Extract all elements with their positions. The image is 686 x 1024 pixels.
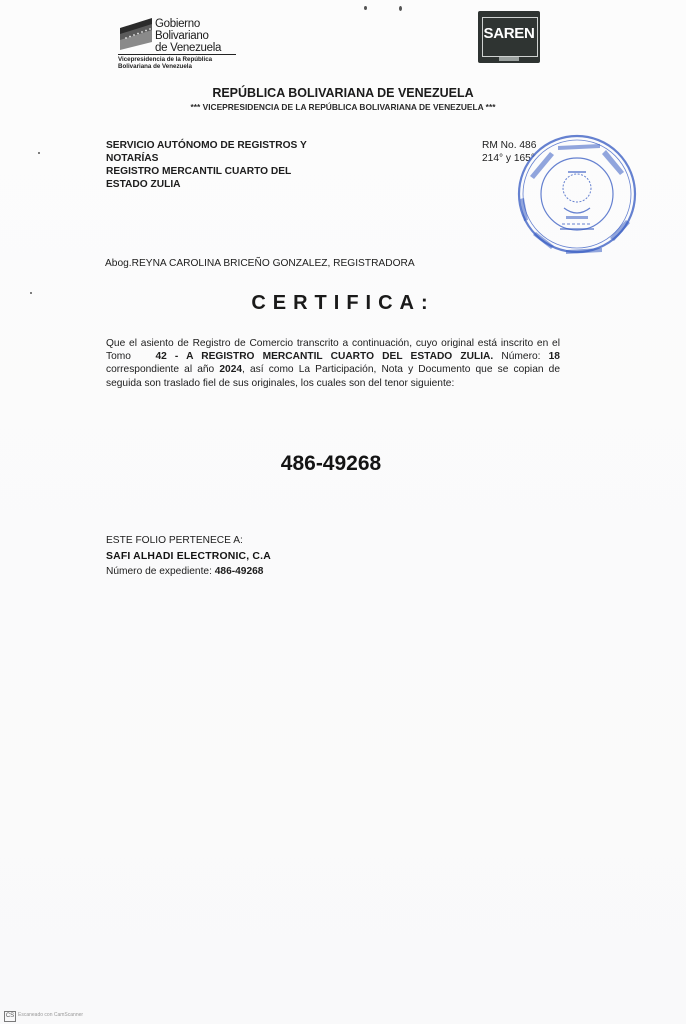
certification-paragraph bbox=[106, 337, 560, 390]
office-line-1: SERVICIO AUTÓNOMO DE REGISTROS Y bbox=[106, 140, 307, 151]
vicepresidency-subtitle: *** VICEPRESIDENCIA DE LA REPÚBLICA BOLIVARIANA DE VENEZUELA *** bbox=[190, 102, 496, 112]
expediente-line bbox=[106, 566, 263, 577]
camscanner-icon: CS bbox=[4, 1011, 16, 1022]
gov-logo-line-1: Gobierno bbox=[155, 18, 200, 30]
flag-icon bbox=[118, 14, 154, 50]
record-number: 486-49268 bbox=[280, 452, 382, 475]
saren-logo bbox=[478, 11, 540, 63]
republic-title: REPÚBLICA BOLIVARIANA DE VENEZUELA bbox=[212, 86, 474, 100]
official-stamp-seal bbox=[510, 128, 644, 260]
gov-logo-divider bbox=[118, 54, 236, 55]
scan-speck bbox=[38, 152, 40, 154]
gov-logo-sub-line-1: Vicepresidencia de la República bbox=[118, 56, 213, 63]
gov-logo-subtitle bbox=[118, 56, 212, 70]
office-line-4: ESTADO ZULIA bbox=[106, 179, 181, 190]
saren-logo-text: SAREN bbox=[483, 25, 535, 42]
saren-logo-tab bbox=[499, 57, 519, 61]
tomo-reference: 42 - A REGISTRO MERCANTIL CUARTO DEL ESTADO ZULIA. bbox=[155, 351, 494, 363]
company-name: SAFI ALHADI ELECTRONIC, C.A bbox=[106, 551, 271, 562]
document-title: CERTIFICA: bbox=[251, 292, 435, 314]
paragraph-part-2: Número: bbox=[501, 351, 541, 363]
office-name bbox=[106, 139, 307, 191]
gov-logo-text bbox=[155, 18, 221, 54]
year-value: 2024 bbox=[219, 364, 243, 376]
expediente-value: 486-49268 bbox=[214, 566, 264, 577]
expediente-label: Número de expediente: bbox=[106, 566, 212, 577]
registrar-name: Abog.REYNA CAROLINA BRICEÑO GONZALEZ, REGISTRADORA bbox=[105, 258, 415, 269]
gobierno-bolivariano-logo bbox=[118, 14, 238, 76]
gov-logo-line-2: Bolivariano bbox=[155, 30, 209, 42]
camscanner-text: Escaneado con CamScanner bbox=[18, 1012, 84, 1018]
rm-number: RM No. 486 bbox=[482, 140, 537, 151]
scan-speck bbox=[399, 6, 402, 11]
paragraph-part-4: , así como La Participación, Nota y Documento que se copian de seguida son traslado fiel de sus originales, los cuales son del tenor siguiente: bbox=[106, 364, 560, 389]
gov-logo-sub-line-2: Bolivariana de Venezuela bbox=[118, 63, 192, 70]
gov-logo-line-3: de Venezuela bbox=[155, 42, 222, 54]
folio-label: ESTE FOLIO PERTENECE A: bbox=[106, 535, 243, 546]
scan-speck bbox=[364, 6, 367, 10]
rm-years: 214° y 165° bbox=[482, 153, 535, 164]
numero-value: 18 bbox=[548, 351, 560, 363]
paragraph-part-1: Que el asiento de Registro de Comercio transcrito a continuación, cuyo original está inscrito en el Tomo bbox=[106, 338, 560, 363]
paragraph-part-3: correspondiente al año bbox=[106, 364, 215, 376]
office-line-2: NOTARÍAS bbox=[106, 153, 159, 164]
office-line-3: REGISTRO MERCANTIL CUARTO DEL bbox=[106, 166, 292, 177]
